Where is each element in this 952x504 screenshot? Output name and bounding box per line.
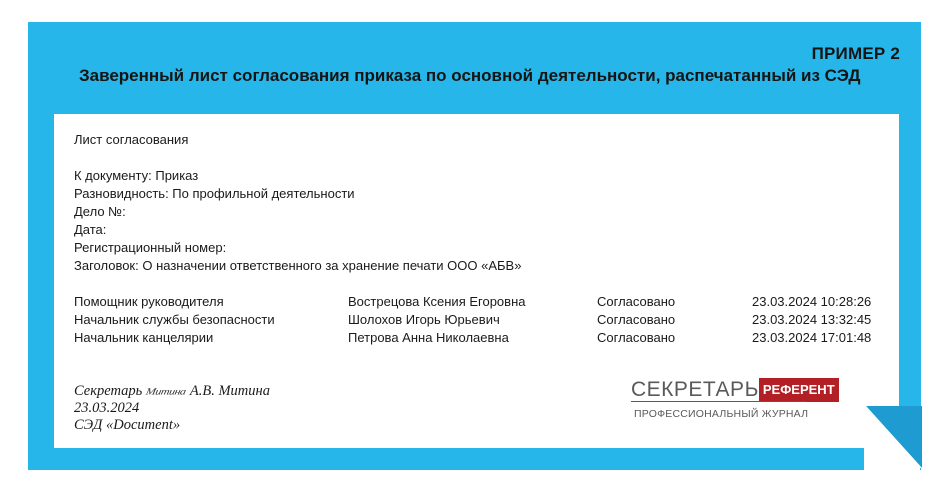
page-curl-cut xyxy=(866,406,922,468)
approval-datetime: 23.03.2024 10:28:26 xyxy=(752,294,872,309)
field-document: К документу: Приказ xyxy=(74,168,199,183)
field-type: Разновидность: По профильной деятельности xyxy=(74,186,355,201)
approval-status: Согласовано xyxy=(597,312,676,327)
banner-title: Заверенный лист согласования приказа по основной деятельности, распечатанный из СЭД xyxy=(79,66,861,85)
approval-status: Согласовано xyxy=(597,294,676,309)
logo-subtitle: ПРОФЕССИОНАЛЬНЫЙ ЖУРНАЛ xyxy=(634,408,809,420)
field-reg-number: Регистрационный номер: xyxy=(74,240,227,255)
field-heading: Заголовок: О назначении ответственного за хранение печати ООО «АБВ» xyxy=(74,258,522,273)
approval-row xyxy=(74,330,884,348)
handwritten-signature: Митина xyxy=(145,385,188,397)
certification-date: 23.03.2024 xyxy=(74,400,140,416)
approval-name: Вострецова Ксения Егоровна xyxy=(348,294,526,309)
logo-wordmark xyxy=(631,378,839,402)
approval-role: Начальник канцелярии xyxy=(74,330,214,345)
logo-main-text: СЕКРЕТАРЬ xyxy=(631,378,759,401)
approval-row xyxy=(74,294,884,312)
document-header xyxy=(74,131,521,275)
approval-row xyxy=(74,312,884,330)
certification-signer-line xyxy=(74,383,270,400)
approval-name: Шолохов Игорь Юрьевич xyxy=(348,312,500,327)
example-label: ПРИМЕР 2 xyxy=(811,44,900,63)
logo-underline xyxy=(631,401,806,402)
approval-name: Петрова Анна Николаевна xyxy=(348,330,509,345)
field-case: Дело №: xyxy=(74,204,126,219)
certification-signer: А.В. Митина xyxy=(189,383,270,399)
field-date: Дата: xyxy=(74,222,107,237)
certification-position: Секретарь xyxy=(74,383,143,399)
approval-datetime: 23.03.2024 17:01:48 xyxy=(752,330,872,345)
approval-role: Помощник руководителя xyxy=(74,294,224,309)
logo-accent-text: РЕФЕРЕНТ xyxy=(759,378,839,402)
approval-datetime: 23.03.2024 13:32:45 xyxy=(752,312,872,327)
certification-block xyxy=(74,383,270,434)
magazine-logo xyxy=(631,378,839,420)
approval-role: Начальник службы безопасности xyxy=(74,312,275,327)
certification-system: СЭД «Document» xyxy=(74,417,181,433)
document-heading: Лист согласования xyxy=(74,132,189,147)
approvals-table xyxy=(74,294,884,348)
approval-status: Согласовано xyxy=(597,330,676,345)
